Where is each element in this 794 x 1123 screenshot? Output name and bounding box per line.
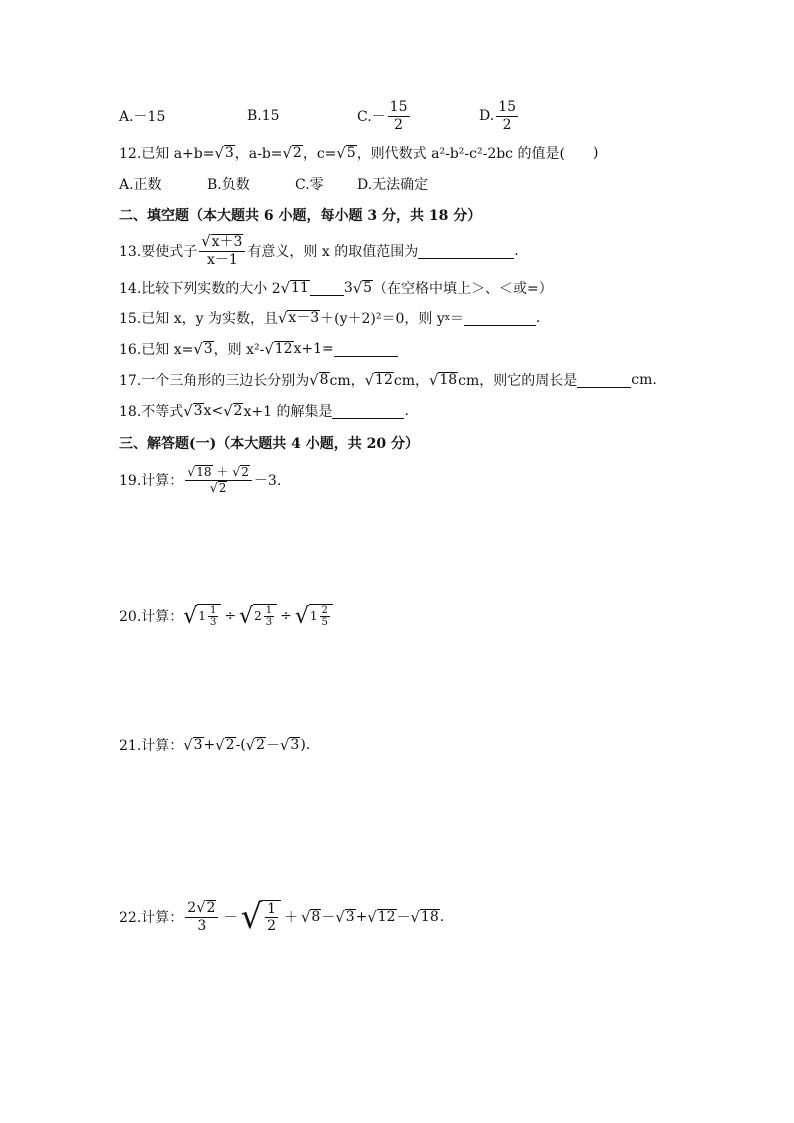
q11-options <box>119 96 520 136</box>
q22-prefix: 22.计算： <box>119 910 184 926</box>
q18-prefix: 18.不等式 <box>119 404 184 420</box>
q13-end: . <box>514 243 519 259</box>
q19-radicand-2: 2 <box>241 464 249 479</box>
q22-radicand-1: 8 <box>311 908 321 925</box>
question-17 <box>119 369 657 391</box>
q22-sqrt-1: √ 8 <box>301 908 321 926</box>
q18-sqrt-1: √ 3 <box>183 402 203 420</box>
q20-frac-3 <box>320 605 330 629</box>
q11-option-c-den: 2 <box>394 116 404 133</box>
q20-frac-1 <box>208 605 218 629</box>
q21-sqrt-2: √ 2 <box>215 736 235 754</box>
q19-plus: ＋ <box>216 464 229 479</box>
q18-end: . <box>404 403 409 419</box>
q22-radicand-3: 12 <box>377 908 396 925</box>
q17-unit-1: cm， <box>329 373 365 389</box>
q12-text-1: 12.已知 a+b= <box>119 146 215 162</box>
q20-whole-3: 1 <box>309 608 318 623</box>
q22-sqrt-2: √ 3 <box>335 908 355 926</box>
q22-minus-1: － <box>223 910 238 926</box>
q16-radicand-2: 12 <box>274 340 293 357</box>
q14-radicand-2: 5 <box>363 279 373 296</box>
question-20 <box>119 598 333 634</box>
q11-option-b: B.15 <box>247 108 280 124</box>
q20-frac-2 <box>264 605 274 629</box>
q19-suffix: －3. <box>253 473 282 489</box>
q18-sqrt-2: √ 2 <box>223 402 243 420</box>
q20-sqrt-3: √ 1 $\frac{2}{5}$ <box>295 604 333 629</box>
question-19 <box>119 460 281 500</box>
q11-option-c-fraction <box>388 99 410 132</box>
question-18 <box>119 400 409 422</box>
q16-prefix: 16.已知 x= <box>119 342 194 358</box>
q22-sqrt-3: √ 12 <box>367 908 396 926</box>
q14-coef: 3 <box>343 280 353 296</box>
q21-radicand-2: 2 <box>225 736 235 753</box>
q17-radicand-3: 18 <box>439 371 458 388</box>
section-3-heading: 三、解答题(一)（本大题共 4 小题，共 20 分） <box>119 436 419 452</box>
q22-inner-den: 2 <box>267 918 277 934</box>
q13-radicand: x＋3 <box>211 234 243 250</box>
q17-unit-2: cm， <box>393 373 429 389</box>
q16-mid: ，则 x²- <box>213 342 265 358</box>
q15-exponent: x <box>444 313 450 323</box>
q20-divide-1: ÷ <box>224 608 237 624</box>
q19-numerator <box>185 465 252 481</box>
q22-coef: 2 <box>187 900 197 916</box>
q22-plus: ＋ <box>284 910 299 926</box>
q16-sqrt-2: √ 12 <box>264 340 293 358</box>
q11-option-c <box>357 99 479 132</box>
q21-prefix: 21.计算： <box>119 738 184 754</box>
q17-prefix: 17.一个三角形的三边长分别为 <box>119 373 310 389</box>
q12-option-d: D.无法确定 <box>357 177 429 193</box>
q13-answer-blank[interactable] <box>418 244 514 259</box>
q22-fraction-1-num <box>185 900 218 918</box>
q11-option-d-num: 15 <box>498 99 517 116</box>
q12-radicand-2: 2 <box>292 144 302 161</box>
q12-radicand-1: 3 <box>224 144 234 161</box>
q12-option-a: A.正数 <box>119 177 162 193</box>
q20-whole-1: 1 <box>198 608 206 623</box>
q14-prefix: 14.比较下列实数的大小 2 <box>119 281 281 297</box>
q17-unit-3: cm，则它的周长是 <box>458 373 578 389</box>
q22-radicand-4: 18 <box>420 908 439 925</box>
q15-radicand: x－3 <box>288 309 320 326</box>
q15-sqrt: √ x－3 <box>277 309 320 327</box>
q11-option-d-fraction <box>496 99 518 132</box>
q22-fraction-1 <box>185 900 218 934</box>
q16-answer-blank[interactable] <box>334 342 398 357</box>
q13-suffix: 有意义，则 x 的取值范围为 <box>247 244 419 260</box>
q11-option-d-prefix: D. <box>479 108 495 124</box>
q20-den-1: 3 <box>209 617 217 628</box>
question-13 <box>119 229 519 273</box>
q21-radicand-1: 3 <box>193 736 203 753</box>
q12-text-5: ) <box>592 145 599 161</box>
q21-sqrt-3: √ 2 <box>245 736 266 754</box>
q15-mid: ＋(y＋2)²＝0，则 y <box>320 311 445 327</box>
q12-options <box>119 173 428 195</box>
q12-text-3: ，c= <box>302 146 337 162</box>
q21-mid: -( <box>235 737 246 753</box>
q18-suffix: x+1 的解集是 <box>243 404 333 420</box>
q12-sqrt-2: √ 2 <box>282 144 302 162</box>
q12-sqrt-1: √ 3 <box>214 144 234 162</box>
question-21 <box>119 734 310 756</box>
question-15 <box>119 307 540 329</box>
q22-plus-2: + <box>355 909 368 925</box>
q21-minus: － <box>266 738 281 754</box>
q20-den-2: 3 <box>265 617 273 628</box>
q22-end: . <box>439 909 445 925</box>
q16-suffix: x+1= <box>293 341 334 357</box>
q19-sqrt-1: √ 18 <box>187 463 212 479</box>
q11-option-d-den: 2 <box>502 116 512 133</box>
q14-sqrt-1: √ 11 <box>280 279 309 297</box>
q14-sqrt-2: √ 5 <box>352 279 373 297</box>
q18-mid: x< <box>203 403 224 419</box>
question-16 <box>119 338 398 360</box>
q15-answer-blank[interactable] <box>464 311 536 326</box>
q18-radicand-1: 3 <box>193 402 203 419</box>
q20-num-3: 2 <box>321 604 328 616</box>
q14-radicand-1: 11 <box>290 279 309 296</box>
q22-sqrt-fraction: √ $\frac{1}{2}$ <box>240 900 281 934</box>
q20-num-2: 1 <box>265 604 273 616</box>
q11-option-c-prefix: C.－ <box>357 109 386 125</box>
q22-frac-radicand: 2 <box>206 900 216 916</box>
q15-end: . <box>535 310 541 326</box>
q14-answer-blank[interactable] <box>310 281 344 296</box>
q19-denominator <box>208 481 230 496</box>
q20-whole-2: 2 <box>254 608 262 623</box>
q11-option-a: A.－15 <box>119 109 166 125</box>
q21-plus: + <box>203 737 216 753</box>
q22-frac-sqrt: √ 2 <box>196 899 216 916</box>
question-22 <box>119 890 444 944</box>
q12-text-4: ，则代数式 a²-b²-c²-2bc 的值是( <box>356 146 565 162</box>
q21-radicand-3: 2 <box>256 736 266 753</box>
question-14 <box>119 277 553 299</box>
q21-sqrt-4: √ 3 <box>280 736 300 754</box>
q17-sqrt-2: √ 12 <box>364 371 393 389</box>
q17-sqrt-3: √ 18 <box>428 371 458 389</box>
q20-den-3: 5 <box>321 617 328 628</box>
q17-sqrt-1: √ 8 <box>309 371 329 389</box>
q21-sqrt-1: √ 3 <box>183 736 203 754</box>
q12-text-2: ，a-b= <box>234 146 283 162</box>
q20-sqrt-2: √ 2 $\frac{1}{3}$ <box>239 604 277 629</box>
q20-divide-2: ÷ <box>280 608 292 624</box>
q15-equals: ＝ <box>449 311 464 327</box>
q11-option-c-num: 15 <box>389 99 408 116</box>
q19-radicand-1: 18 <box>196 464 212 479</box>
q11-option-d <box>479 99 520 132</box>
q22-minus-3: － <box>396 910 411 926</box>
q22-fraction-1-den: 3 <box>197 917 207 934</box>
q16-sqrt-1: √ 3 <box>193 340 213 358</box>
q19-sqrt-2: √ 2 <box>232 463 249 479</box>
q19-prefix: 19.计算： <box>119 473 184 489</box>
q12-option-c: C.零 <box>295 177 324 193</box>
q13-fraction <box>199 234 245 268</box>
q17-end: cm. <box>631 372 657 388</box>
q17-radicand-2: 12 <box>375 371 393 388</box>
q22-radicand-2: 3 <box>345 908 355 925</box>
q12-sqrt-3: √ 5 <box>336 144 356 162</box>
q13-numerator <box>199 234 245 252</box>
q22-minus-2: － <box>321 910 336 926</box>
q22-inner-num: 1 <box>267 900 277 917</box>
q21-end: ). <box>300 737 311 753</box>
q16-radicand-1: 3 <box>203 340 213 357</box>
q14-suffix: （在空格中填上＞、＜或=） <box>373 281 553 297</box>
q17-radicand-1: 8 <box>319 371 329 388</box>
section-2-heading: 二、填空题（本大题共 6 小题，每小题 3 分，共 18 分） <box>119 208 482 224</box>
q22-sqrt-4: √ 18 <box>410 908 439 926</box>
q21-radicand-4: 3 <box>290 736 300 753</box>
q18-answer-blank[interactable] <box>332 404 404 419</box>
q20-num-1: 1 <box>209 604 217 616</box>
q20-sqrt-1: √ 1 $\frac{1}{3}$ <box>183 604 221 629</box>
q17-answer-blank[interactable] <box>577 373 631 388</box>
q13-sqrt: √ x＋3 <box>201 233 243 250</box>
q22-inner-fraction <box>265 901 278 934</box>
q19-sqrt-3: √ 2 <box>209 479 227 495</box>
q19-fraction <box>185 465 252 496</box>
q13-prefix: 13.要使式子 <box>119 244 198 260</box>
q13-denominator: x－1 <box>206 251 238 268</box>
question-12 <box>119 142 598 164</box>
q20-prefix: 20.计算： <box>119 609 184 625</box>
q19-radicand-3: 2 <box>218 480 227 495</box>
q15-prefix: 15.已知 x，y 为实数，且 <box>119 311 278 327</box>
q12-radicand-3: 5 <box>346 144 356 161</box>
q18-radicand-2: 2 <box>233 402 243 419</box>
q12-option-b: B.负数 <box>207 177 250 193</box>
